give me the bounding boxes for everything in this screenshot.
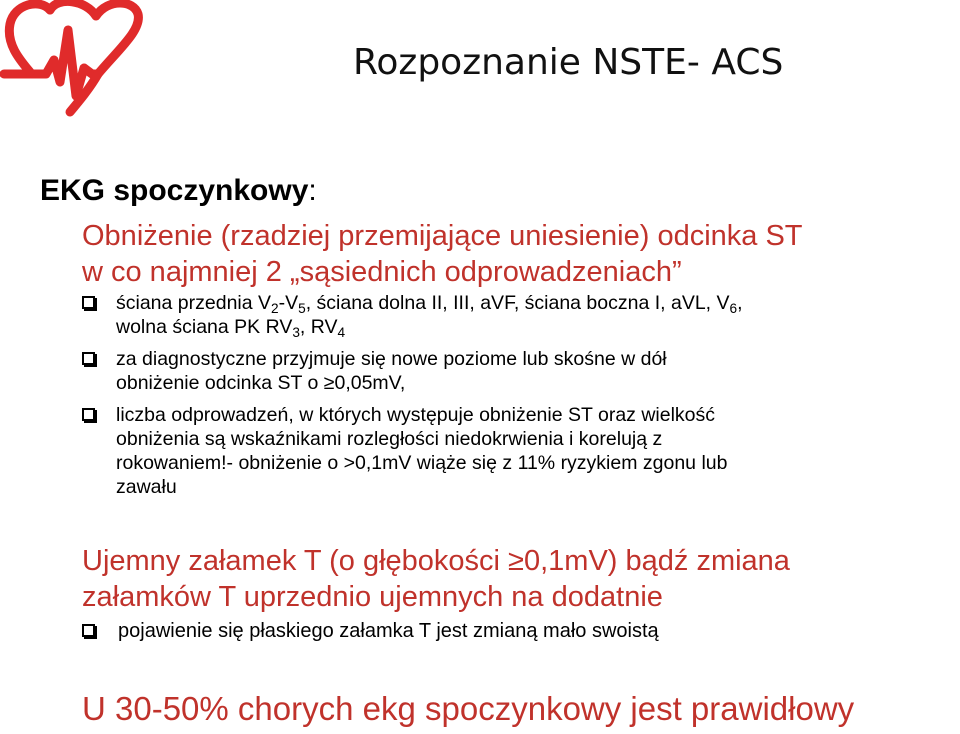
checkbox-bullet-icon: [82, 296, 95, 309]
heart-ecg-line: [4, 1, 138, 96]
checkbox-bullet-icon: [82, 408, 95, 421]
bullet-leads: ściana przednia $V_2-V_5$, ściana dolna II, III, aVF, ściana boczna I, aVL, $V_6$, wolna ściana PK $RV_3$, $RV_4$: [80, 291, 743, 339]
heart-logo: [0, 0, 150, 120]
heart-left-curve: [9, 4, 50, 72]
bullet-prognosis: liczba odprowadzeń, w których występuje obniżenie ST oraz wielkość obniżenia są wskaźnikami rozległości niedokrwienia i korelują z rokowaniem!- obniżenie o >0,1mV wiąże się z 11% ryzykiem zgonu lub zawału: [80, 403, 743, 499]
footer-note: U 30-50% chorych ekg spoczynkowy jest prawidłowy: [82, 690, 855, 727]
page-title: Rozpoznanie NSTE- ACS: [353, 42, 784, 83]
t-wave-line-2: załamków T uprzednio ujemnych na dodatnie: [82, 581, 663, 613]
st-depression-section: [82, 218, 803, 290]
st-depression-line-1: Obniżenie (rzadziej przemijające uniesienie) odcinka ST: [82, 220, 803, 252]
heading-colon: :: [308, 174, 317, 207]
bullet-flat-t-wave: pojawienie się płaskiego załamka T jest zmianą mało swoistą: [80, 619, 659, 643]
st-bullets: [80, 291, 743, 499]
heading-bold: EKG spoczynkowy: [40, 174, 309, 207]
bullet-criteria: za diagnostyczne przyjmuje się nowe poziome lub skośne w dół obniżenie odcinka ST o ≥0,05mV,: [80, 347, 743, 395]
checkbox-bullet-icon: [82, 624, 95, 637]
section-heading: [40, 174, 317, 208]
t-wave-line-1: Ujemny załamek T (o głębokości ≥0,1mV) bądź zmiana: [82, 545, 790, 577]
t-wave-section: [82, 543, 790, 615]
checkbox-bullet-icon: [82, 352, 95, 365]
st-depression-line-2: w co najmniej 2 „sąsiednich odprowadzeniach”: [82, 256, 682, 288]
